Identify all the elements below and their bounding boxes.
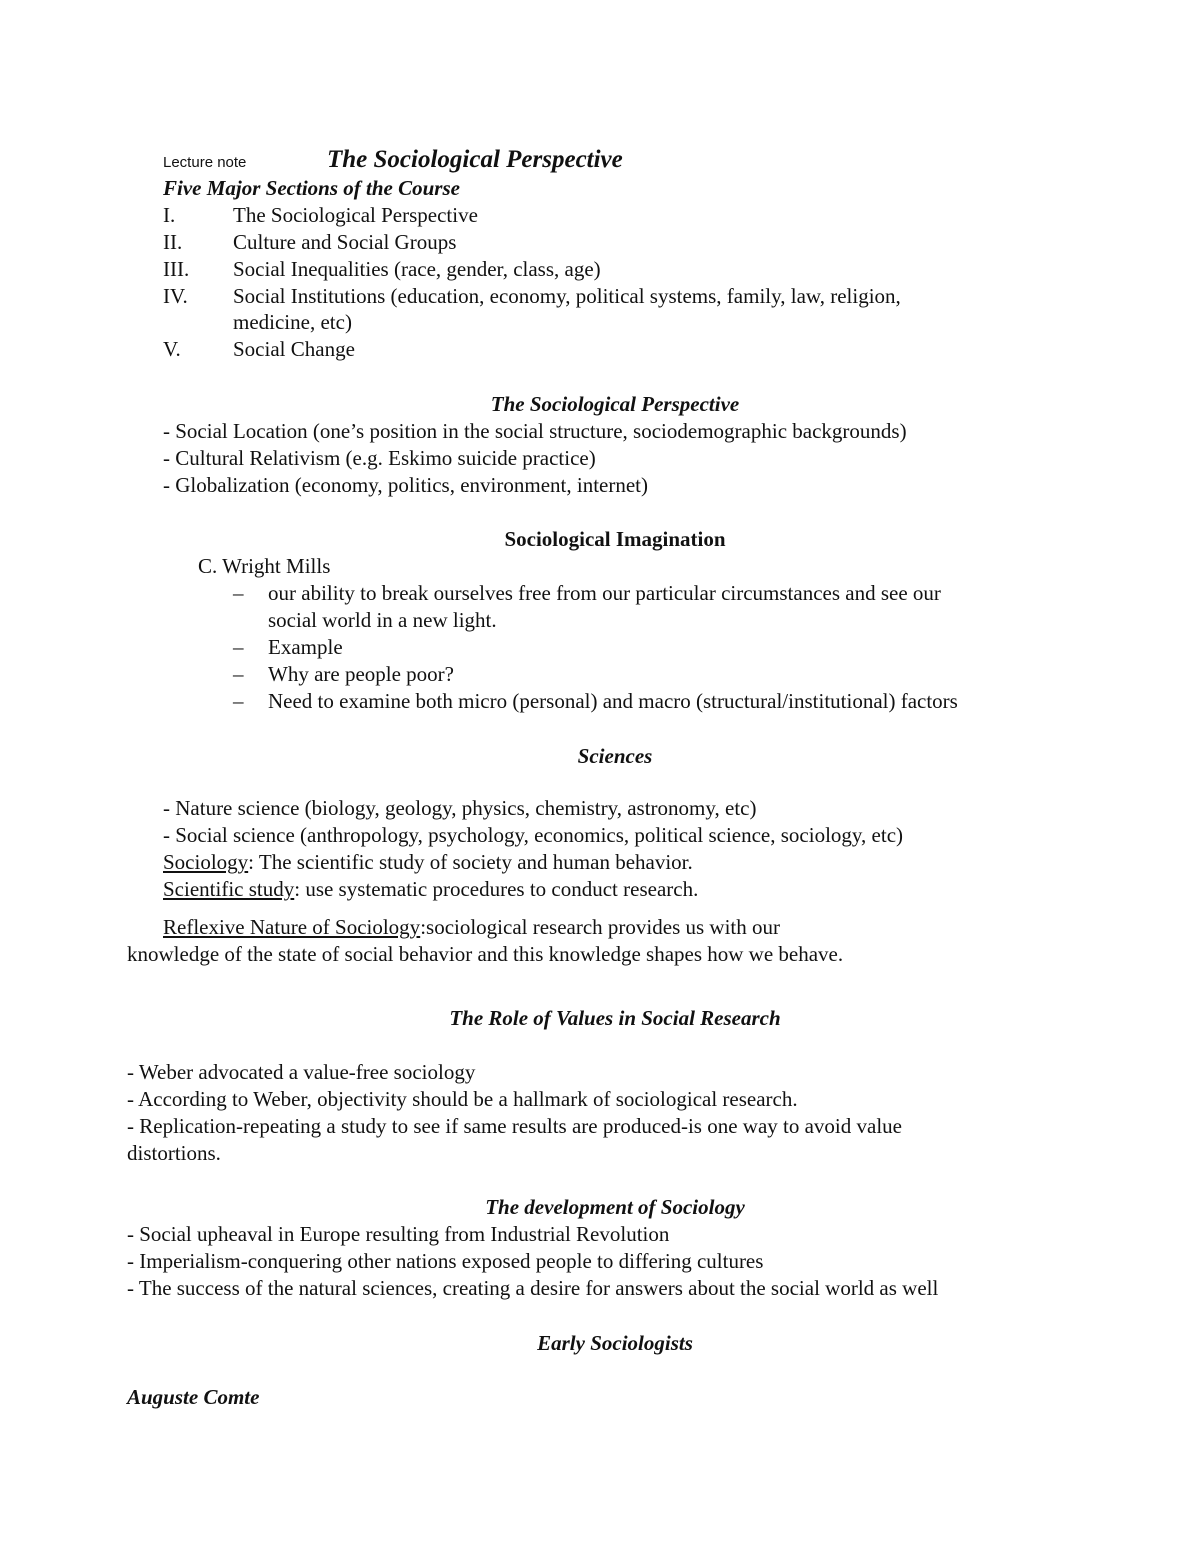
perspective-line: - Social Location (one’s position in the social structure, sociodemographic backgrounds) [163, 419, 907, 443]
values-line: - According to Weber, objectivity should be a hallmark of sociological research. [127, 1087, 798, 1111]
sociologist-name: Auguste Comte [127, 1385, 260, 1409]
perspective-line: - Globalization (economy, politics, environment, internet) [163, 473, 648, 497]
definition-term: Scientific study [163, 877, 295, 901]
values-line-continued: distortions. [127, 1141, 221, 1165]
imagination-bullet: Need to examine both micro (personal) and macro (structural/institutional) factors [268, 689, 958, 713]
definition-text: :sociological research provides us with our [420, 915, 781, 939]
document-title: The Sociological Perspective [327, 146, 623, 173]
imagination-bullet: Example [268, 635, 343, 659]
values-line: - Weber advocated a value-free sociology [127, 1060, 476, 1084]
definition-term: Reflexive Nature of Sociology [163, 915, 421, 939]
imagination-author: C. Wright Mills [198, 554, 331, 578]
reflexive-nature-continued: knowledge of the state of social behavior and this knowledge shapes how we behave. [127, 942, 844, 966]
perspective-heading: The Sociological Perspective [490, 392, 740, 416]
early-sociologists-heading: Early Sociologists [537, 1331, 693, 1355]
sciences-heading: Sciences [577, 744, 653, 768]
definition-sociology [163, 849, 693, 875]
development-line: - Social upheaval in Europe resulting from Industrial Revolution [127, 1222, 670, 1246]
section-number: I. [163, 203, 176, 227]
course-sections-heading: Five Major Sections of the Course [163, 176, 460, 200]
definition-term: Sociology [163, 850, 249, 874]
section-number: IV. [163, 284, 188, 308]
imagination-bullet: our ability to break ourselves free from our particular circumstances and see our [268, 581, 941, 605]
lecture-note-label: Lecture note [163, 154, 247, 171]
development-line: - Imperialism-conquering other nations exposed people to differing cultures [127, 1249, 764, 1273]
imagination-bullet: Why are people poor? [268, 662, 454, 686]
section-number: II. [163, 230, 183, 254]
definition-text: : use systematic procedures to conduct research. [294, 877, 699, 901]
development-line: - The success of the natural sciences, creating a desire for answers about the social world as well [127, 1276, 939, 1300]
imagination-heading: Sociological Imagination [504, 527, 726, 551]
values-heading: The Role of Values in Social Research [449, 1006, 781, 1030]
definition-scientific-study [163, 876, 698, 902]
dash-bullet: – [233, 635, 244, 659]
section-item: Social Institutions (education, economy, political systems, family, law, religion, [233, 284, 901, 308]
reflexive-nature [163, 914, 780, 940]
section-item: Social Inequalities (race, gender, class, age) [233, 257, 601, 281]
imagination-bullet-continued: social world in a new light. [268, 608, 497, 632]
dash-bullet: – [233, 581, 244, 605]
sciences-line: - Social science (anthropology, psychology, economics, political science, sociology, etc) [163, 823, 904, 847]
section-item: Culture and Social Groups [233, 230, 457, 254]
dash-bullet: – [233, 689, 244, 713]
values-line: - Replication-repeating a study to see if same results are produced-is one way to avoid value [127, 1114, 902, 1138]
section-item-continued: medicine, etc) [233, 310, 352, 334]
development-heading: The development of Sociology [485, 1195, 745, 1219]
definition-text: : The scientific study of society and human behavior. [248, 850, 693, 874]
sciences-line: - Nature science (biology, geology, physics, chemistry, astronomy, etc) [163, 796, 757, 820]
section-number: III. [163, 257, 190, 281]
section-item: The Sociological Perspective [233, 203, 478, 227]
section-item: Social Change [233, 337, 355, 361]
dash-bullet: – [233, 662, 244, 686]
section-number: V. [163, 337, 181, 361]
perspective-line: - Cultural Relativism (e.g. Eskimo suicide practice) [163, 446, 596, 470]
